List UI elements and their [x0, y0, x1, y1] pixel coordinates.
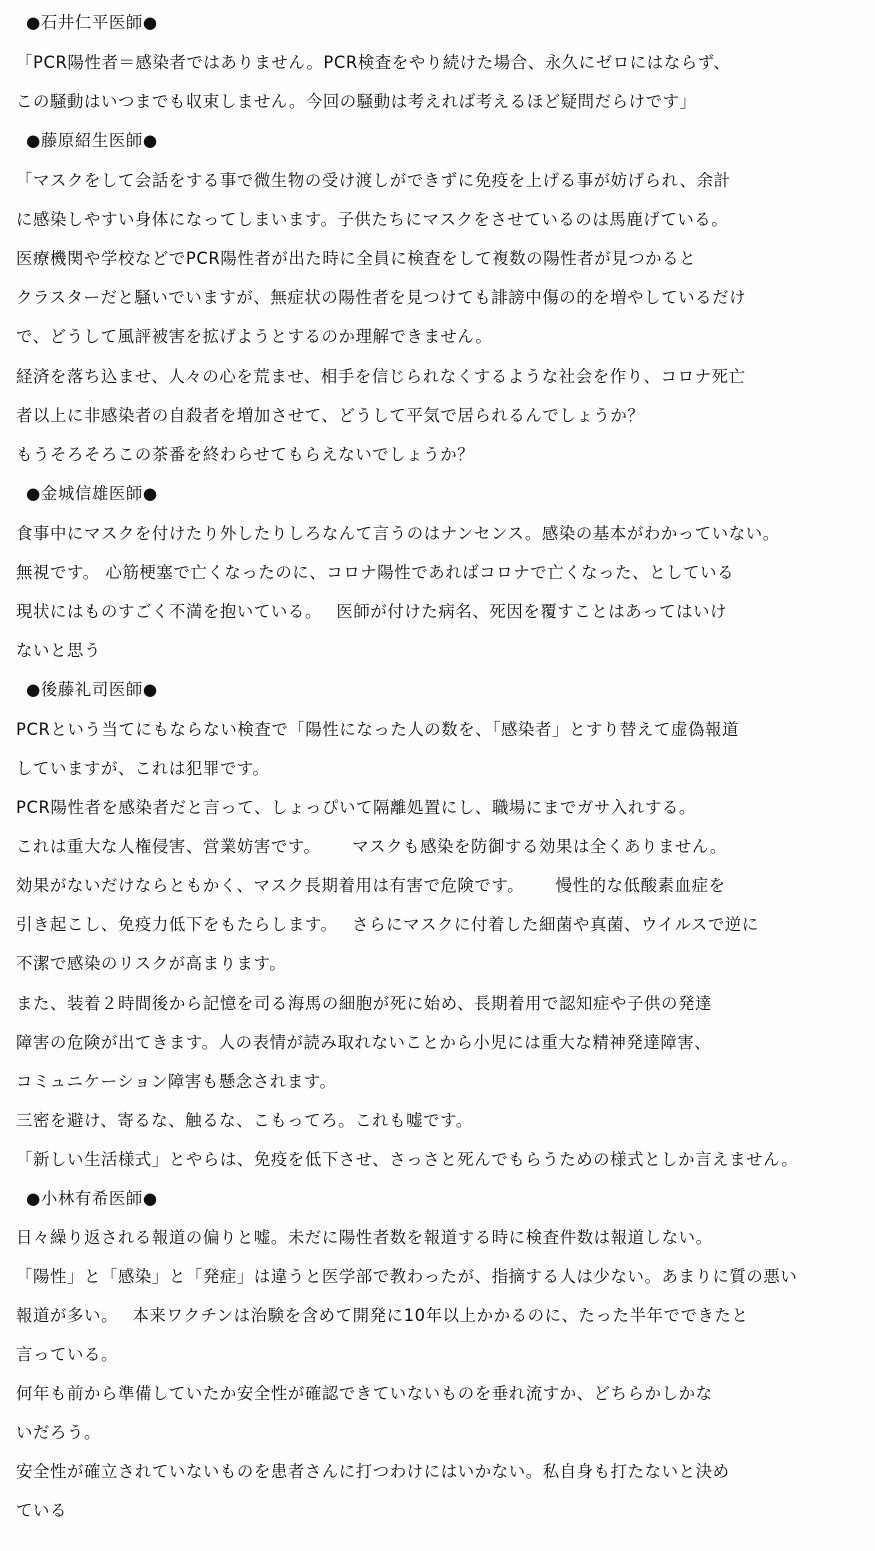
text-line: 者以上に非感染者の自殺者を増加させて、どうして平気で居られるんでしょうか？ — [16, 406, 645, 425]
text-line: この騒動はいつまでも収束しません。今回の騒動は考えれば考えるほど疑問だらけです」 — [16, 92, 697, 111]
doctor-heading-kobayashi: ●小林有希医師● — [26, 1189, 158, 1208]
text-line: 「マスクをして会話をする事で微生物の受け渡しができずに免疫を上げる事が妨げられ、余計 — [16, 171, 731, 190]
text-line: 「陽性」と「感染」と「発症」は違うと医学部で教わったが、指摘する人は少ない。あまりに質の悪い — [16, 1267, 798, 1286]
text-line: 現状にはものすごく不満を抱いている。 医師が付けた病名、死因を覆すことはあってはいけ — [16, 602, 728, 621]
text-line: 日々繰り返される報道の偏りと嘘。未だに陽性者数を報道する時に検査件数は報道しない。 — [16, 1228, 713, 1247]
text-line: いだろう。 — [16, 1423, 101, 1442]
text-line: していますが、これは犯罪です。 — [16, 759, 270, 778]
text-line: 障害の危険が出てきます。人の表情が読み取れないことから小児には重大な精神発達障害、 — [16, 1033, 712, 1052]
text-line: 無視です。 心筋梗塞で亡くなったのに、コロナ陽性であればコロナで亡くなった、としている — [16, 563, 735, 582]
text-line: で、どうして風評被害を拡げようとするのか理解できません。 — [16, 327, 493, 346]
text-line: 不潔で感染のリスクが高まります。 — [16, 954, 287, 973]
text-line: ている — [16, 1501, 67, 1520]
text-line: コミュニケーション障害も懸念されます。 — [16, 1072, 337, 1091]
text-line: 何年も前から準備していたか安全性が確認できていないものを垂れ流すか、どちらかしかな — [16, 1384, 713, 1403]
text-line: に感染しやすい身体になってしまいます。子供たちにマスクをさせているのは馬鹿げている。 — [16, 210, 729, 229]
text-line: 「新しい生活様式」とやらは、免疫を低下させ、さっさと死んでもらうための様式としか言えません。 — [16, 1150, 799, 1169]
text-line: 三密を避け、寄るな、触るな、こもってろ。これも嘘です。 — [16, 1111, 473, 1130]
text-line: ないと思う — [16, 641, 101, 660]
text-line: 引き起こし、免疫力低下をもたらします。 さらにマスクに付着した細菌や真菌、ウイルスで逆に — [16, 915, 759, 934]
text-line: PCR陽性者を感染者だと言って、しょっぴいて隔離処置にし、職場にまでガサ入れする。 — [16, 798, 696, 817]
text-line: 安全性が確立されていないものを患者さんに打つわけにはいかない。私自身も打たないと決め — [16, 1462, 730, 1481]
doctor-heading-ishii: ●石井仁平医師● — [26, 13, 158, 32]
text-line: 経済を落ち込ませ、人々の心を荒ませ、相手を信じられなくするような社会を作り、コロナ死亡 — [16, 367, 746, 386]
text-line: クラスターだと騒いでいますが、無症状の陽性者を見つけても誹謗中傷の的を増やしているだけ — [16, 288, 747, 307]
text-line: 「PCR陽性者＝感染者ではありません。PCR検査をやり続けた場合、永久にゼロにはならず、 — [16, 53, 731, 72]
text-line: これは重大な人権侵害、営業妨害です。 マスクも感染を防御する効果は全くありません。 — [16, 837, 727, 856]
doctor-heading-goto: ●後藤礼司医師● — [26, 680, 158, 699]
doctor-heading-kaneshiro: ●金城信雄医師● — [26, 484, 158, 503]
text-line: 言っている。 — [16, 1345, 118, 1364]
text-line: また、装着２時間後から記憶を司る海馬の細胞が死に始め、長期着用で認知症や子供の発達 — [16, 994, 712, 1013]
text-line: もうそろそろこの茶番を終わらせてもらえないでしょうか？ — [16, 445, 475, 464]
text-line: PCRという当てにもならない検査で「陽性になった人の数を、「感染者」とすり替えて虚偽報道 — [16, 720, 739, 739]
text-line: 効果がないだけならともかく、マスク長期着用は有害で危険です。 慢性的な低酸素血症を — [16, 876, 726, 895]
text-line: 報道が多い。 本来ワクチンは治験を含めて開発に10年以上かかるのに、たった半年でできたと — [16, 1306, 749, 1325]
text-line: 食事中にマスクを付けたり外したりしろなんて言うのはナンセンス。感染の基本がわかっていない。 — [16, 524, 780, 543]
text-line: 医療機関や学校などでPCR陽性者が出た時に全員に検査をして複数の陽性者が見つかると — [16, 249, 697, 268]
doctor-heading-fujiwara: ●藤原紹生医師● — [26, 131, 158, 150]
